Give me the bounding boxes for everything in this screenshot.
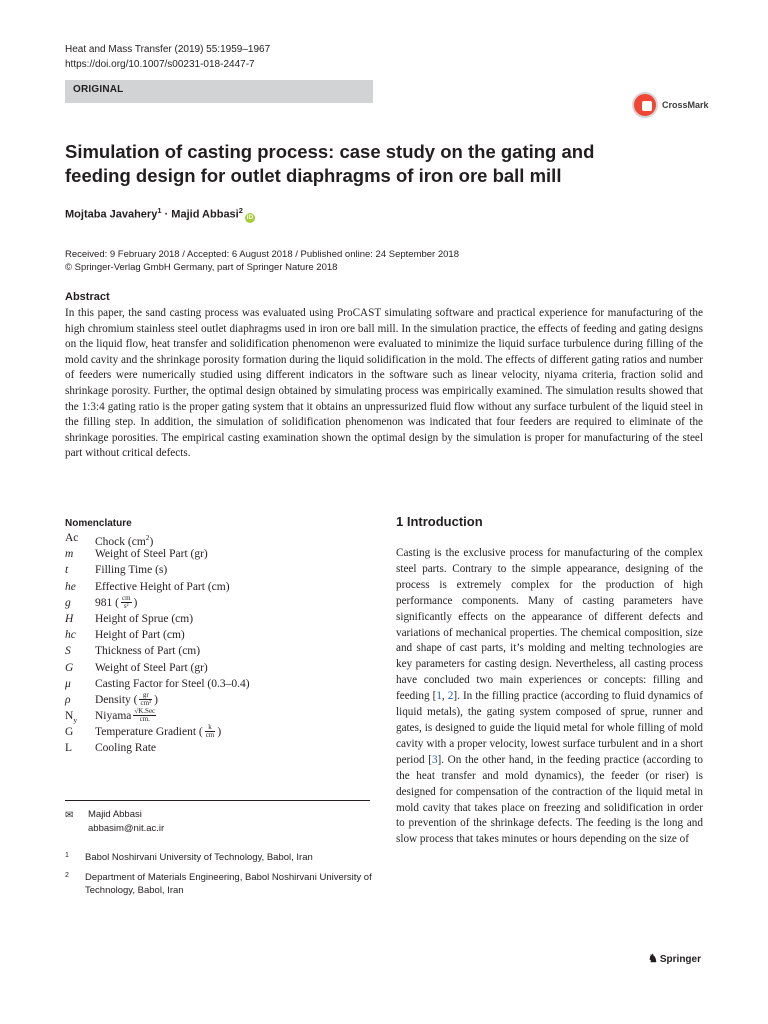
nomenclature-symbol: L (65, 742, 73, 755)
nomenclature-symbol: g (65, 596, 71, 609)
nomenclature-symbol: $N_y$ (65, 710, 78, 725)
author-separator: · (164, 208, 169, 221)
publisher-logo (648, 952, 701, 965)
publisher-name: Springer (659, 954, 701, 965)
nomenclature-list (65, 530, 365, 757)
author-list (65, 206, 255, 223)
nomenclature-definition: Chock $(cm^2)$ (95, 533, 154, 548)
author-affiliation-ref: 2 (238, 206, 243, 215)
nomenclature-item (65, 708, 365, 724)
crossmark-label: CrossMark (662, 100, 709, 110)
nomenclature-symbol: μ (65, 677, 71, 690)
nomenclature-symbol: he (65, 580, 76, 593)
nomenclature-definition: Weight of Steel Part (gr) (95, 548, 208, 561)
nomenclature-symbol: G (65, 661, 74, 674)
nomenclature-definition: Height of Part (cm) (95, 629, 185, 642)
history-dates: Received: 9 February 2018 / Accepted: 6 August 2018 / Published online: 24 September 2018 (65, 249, 459, 260)
nomenclature-definition: Density ( $\frac{gr}{\text{cm³}}$ ) (95, 690, 158, 707)
nomenclature-item (65, 595, 365, 611)
nomenclature-item (65, 643, 365, 659)
citation-link[interactable]: 3 (431, 753, 438, 766)
nomenclature-item (65, 740, 365, 756)
author-name[interactable]: Majid Abbasi (171, 208, 239, 221)
journal-citation: Heat and Mass Transfer (2019) 55:1959–1967 (65, 44, 271, 55)
orcid-icon[interactable]: iD (246, 213, 254, 221)
nomenclature-symbol: H (65, 612, 74, 625)
affiliation-text: Babol Noshirvani University of Technology, Babol, Iran (85, 852, 313, 863)
correspondence-email[interactable]: abbasim@nit.ac.ir (88, 823, 165, 834)
publication-history (65, 248, 459, 274)
author-name[interactable]: Mojtaba Javahery (65, 208, 158, 221)
nomenclature-definition: Filling Time (s) (95, 564, 168, 577)
nomenclature-symbol: t (65, 564, 69, 577)
nomenclature-symbol: G (65, 726, 74, 739)
nomenclature-item (65, 530, 365, 546)
journal-header (65, 42, 270, 72)
correspondence-name: Majid Abbasi (88, 809, 142, 820)
nomenclature-symbol: S (65, 645, 71, 658)
nomenclature-item (65, 611, 365, 627)
affiliation-number: 2 (65, 872, 69, 879)
envelope-icon: ✉ (65, 810, 74, 821)
nomenclature-definition: Height of Sprue (cm) (95, 612, 194, 625)
nomenclature-definition: Cooling Rate (95, 742, 157, 755)
nomenclature-item (65, 676, 365, 692)
crossmark-badge[interactable] (630, 92, 740, 122)
springer-horse-icon: ♞ (648, 953, 658, 965)
introduction-text: Casting is the exclusive process for manufacturing of the complex steel parts. Contrary to the simple appearance, designing of the process is extremely complex for the production of high performance components. Many of casting parameters have significantly effects on the appearance of different defects and variations of mechanical properties. The chemical composition, size and shape of cast parts, it’s molding and melting technologies are key parameters for casting design. Nevertheless, all casting process have concluded two main experiences or concepts: filling and feeding [1, 2]. In the filling practice (according to fluid dynamics of liquid metals), the gating system composed of sprue, runner and gates, is designed to guide the liquid metal for whole filling of mold cavity with a proper velocity, lowest surface turbulent and in a short period [3]. On the other hand, in the feeding practice (according to the heat transfer and mold dynamics), the feeder (or riser) is designed for compensation of the contraction of the liquid metal in mold cavity that takes place on freezing and solidification in order to prevention of the shrinkage defects. The feeding is the long and slow process that takes minutes or hours depending on the size of (396, 547, 703, 846)
affiliation-number: 1 (65, 852, 69, 859)
nomenclature-heading: Nomenclature (65, 518, 132, 529)
nomenclature-item (65, 660, 365, 676)
citation-link[interactable]: 1 (436, 690, 442, 703)
nomenclature-definition: Weight of Steel Part (gr) (95, 661, 208, 674)
copyright-line: © Springer-Verlag GmbH Germany, part of Springer Nature 2018 (65, 262, 338, 273)
nomenclature-definition: Casting Factor for Steel (0.3–0.4) (95, 677, 250, 690)
author-affiliation-ref: 1 (157, 206, 162, 215)
nomenclature-item (65, 724, 365, 740)
nomenclature-definition: 981 ( $\frac{cm}{\text{s²}}$ ) (95, 593, 138, 610)
citation-link[interactable]: 2 (447, 690, 454, 703)
nomenclature-item (65, 562, 365, 578)
crossmark-icon (632, 92, 658, 118)
nomenclature-symbol: hc (65, 629, 76, 642)
abstract-text: In this paper, the sand casting process was evaluated using ProCAST simulating software and practical experience for manufacturing of the high chromium stainless steel outlet diaphragms used in iron ore ball mill. In the simulation practice, the effects of feeding and gating designs on the liquid flow, heat transfer and solidification phenomenon were evaluated to minimize the liquid surface turbulence during filling of the mold cavity and the shrinkage porosity formation during the liquid solidification in the mold. The effects of different gating ratios and number of feeders were numerically studied using different indicators in the software such as linear velocity, niyama criteria, fraction solid and shrinkage porosity. Further, the optimal design obtained by simulating process was empirically examined. The simulation results showed that the 1:3:4 gating ratio is the proper gating system that it obtains an unpressurized fluid flow without any surface turbulent of the liquid steel in the filling step. In addition, the simulation of solidification phenomenon was indicated that four feeders are required to eliminate of the shrinkage porosities. The empirical casting examination shown the optimal design by the simulation is proper for manufacturing of the steel part without critical defects. (65, 307, 703, 460)
nomenclature-definition: Niyama $\frac{\text{√K.Sec}}{cm.}$ (95, 707, 156, 724)
nomenclature-definition: Effective Height of Part (cm) (95, 580, 230, 593)
article-type-label: ORIGINAL (73, 84, 124, 95)
article-title: Simulation of casting process: case study on the gating and feeding design for outlet diaphragms of iron ore ball mill (65, 141, 595, 186)
nomenclature-item (65, 692, 365, 708)
affiliation-text: Department of Materials Engineering, Babol Noshirvani University of Technology, Babol, Iran (85, 872, 372, 896)
footnote-divider (65, 800, 370, 801)
nomenclature-item (65, 579, 365, 595)
doi-link[interactable]: https://doi.org/10.1007/s00231-018-2447-7 (65, 59, 255, 70)
article-type-banner (65, 80, 373, 103)
abstract-heading: Abstract (65, 291, 110, 303)
nomenclature-symbol: ρ (65, 693, 71, 706)
nomenclature-item (65, 546, 365, 562)
section-heading: 1 Introduction (396, 514, 483, 529)
nomenclature-symbol: m (65, 548, 74, 561)
nomenclature-definition: Temperature Gradient ( $\frac{k}{cm}$ ) (95, 723, 222, 740)
nomenclature-definition: Thickness of Part (cm) (95, 645, 201, 658)
nomenclature-symbol: Ac (65, 532, 79, 544)
nomenclature-item (65, 627, 365, 643)
